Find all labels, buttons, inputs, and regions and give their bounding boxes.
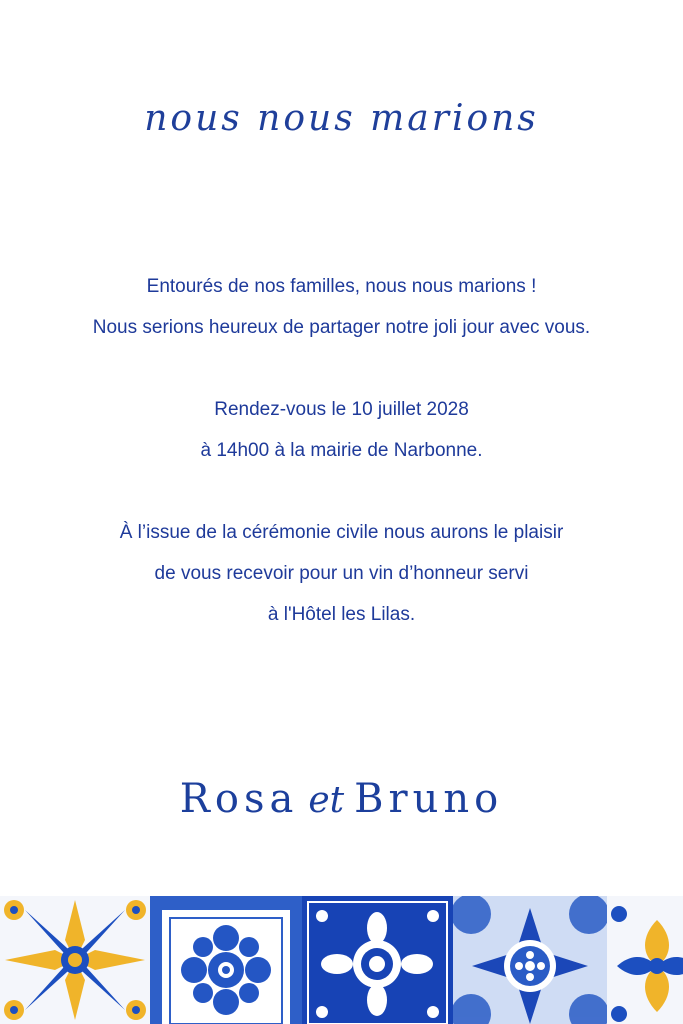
azulejo-tile-gold-lily-icon <box>607 896 683 1024</box>
reception-line-2: de vous recevoir pour un vin d’honneur servi <box>154 563 529 584</box>
azulejo-tile-border <box>0 896 683 1024</box>
azulejo-tile-gold-star-icon <box>0 896 150 1024</box>
date-line-2: à 14h00 à la mairie de Narbonne. <box>200 440 483 461</box>
bride-name: Rosa <box>179 776 299 822</box>
azulejo-tile-blue-rosette-icon <box>150 896 302 1024</box>
connector-et: et <box>308 780 345 821</box>
intro-line-2: Nous serions heureux de partager notre joli jour avec vous. <box>92 317 591 338</box>
reception-line-1: À l’issue de la cérémonie civile nous aurons le plaisir <box>119 522 564 543</box>
paragraph-reception <box>0 512 683 635</box>
intro-line-1: Entourés de nos familles, nous nous marions ! <box>146 276 537 297</box>
date-line-1: Rendez-vous le 10 juillet 2028 <box>214 399 469 420</box>
azulejo-tile-blue-star-icon <box>453 896 607 1024</box>
paragraph-date <box>0 389 683 471</box>
paragraph-intro <box>0 266 683 348</box>
invitation-title: nous nous marions <box>144 98 539 139</box>
reception-line-3: à l'Hôtel les Lilas. <box>267 604 416 625</box>
groom-name: Bruno <box>354 776 504 822</box>
couple-names <box>0 776 683 822</box>
azulejo-tile-blue-flower-icon <box>302 896 453 1024</box>
